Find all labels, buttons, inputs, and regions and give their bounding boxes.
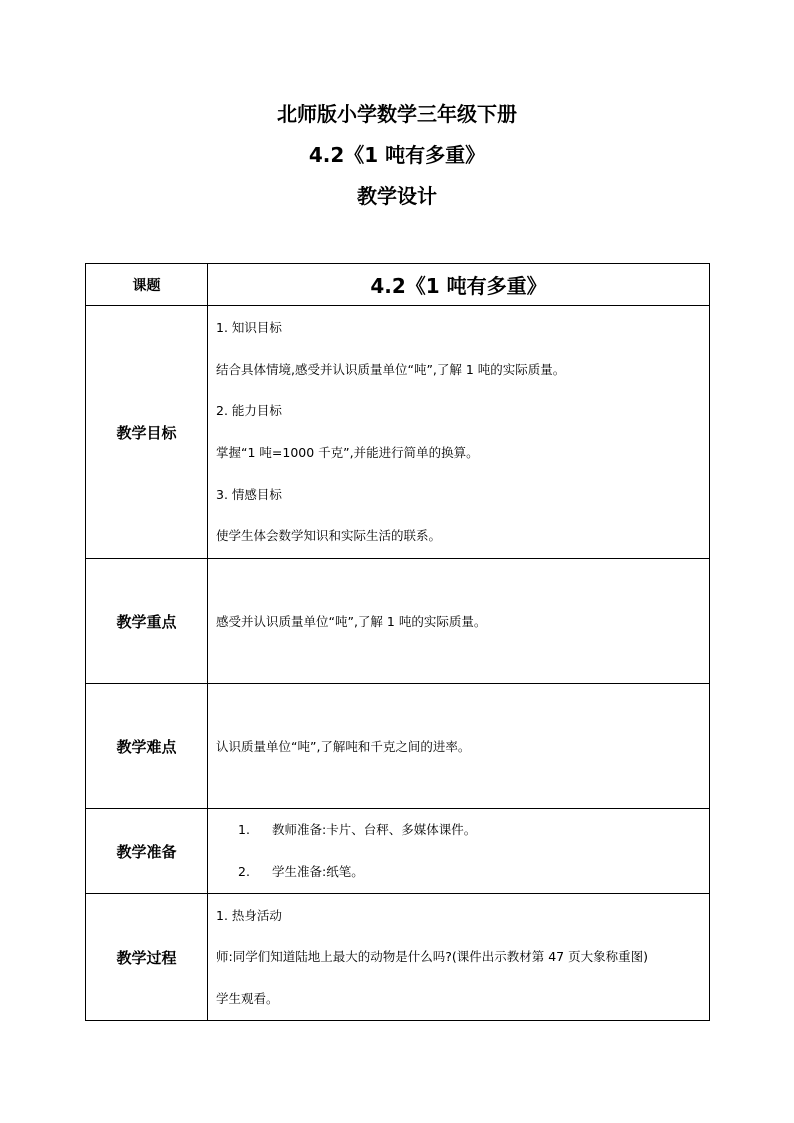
list-item-text: 教师准备:卡片、台秤、多媒体课件。 — [272, 822, 477, 837]
preparation-label: 教学准备 — [86, 809, 208, 894]
document-header — [0, 104, 794, 206]
key-points-text: 感受并认识质量单位“吨”,了解 1 吨的实际质量。 — [216, 614, 487, 629]
document-title-line-1: 北师版小学数学三年级下册 — [277, 102, 517, 126]
process-label: 教学过程 — [86, 894, 208, 1021]
objectives-line: 3. 情感目标 — [216, 486, 282, 502]
preparation-content — [208, 809, 710, 894]
difficulties-label: 教学难点 — [86, 684, 208, 809]
objectives-label: 教学目标 — [86, 306, 208, 559]
list-item-number: 2. — [238, 864, 250, 879]
table-row-difficulties — [86, 684, 710, 809]
table-row-topic — [86, 264, 710, 306]
list-item — [216, 851, 701, 893]
process-line: 师:同学们知道陆地上最大的动物是什么吗?(课件出示教材第 47 页大象称重图) — [216, 949, 648, 965]
document-title-line-2: 4.2《1 吨有多重》 — [308, 143, 486, 167]
table-row-objectives — [86, 306, 710, 559]
objectives-line: 使学生体会数学知识和实际生活的联系。 — [216, 528, 442, 544]
difficulties-text: 认识质量单位“吨”,了解吨和千克之间的进率。 — [216, 739, 471, 754]
list-item — [216, 809, 701, 851]
table-row-key-points — [86, 559, 710, 684]
process-line: 学生观看。 — [216, 990, 279, 1006]
list-item-text: 学生准备:纸笔。 — [272, 864, 364, 879]
objectives-line: 1. 知识目标 — [216, 320, 282, 336]
topic-value: 4.2《1 吨有多重》 — [208, 264, 710, 306]
objectives-content — [208, 306, 710, 559]
objectives-line: 掌握“1 吨=1000 千克”,并能进行简单的换算。 — [216, 445, 479, 460]
process-line: 1. 热身活动 — [216, 907, 282, 923]
list-item-number: 1. — [238, 822, 250, 837]
process-content — [208, 894, 710, 1021]
topic-label: 课题 — [86, 264, 208, 306]
table-row-preparation — [86, 809, 710, 894]
lesson-plan-table — [85, 263, 710, 1021]
key-points-content — [208, 559, 710, 684]
objectives-line: 2. 能力目标 — [216, 403, 282, 419]
difficulties-content — [208, 684, 710, 809]
objectives-line: 结合具体情境,感受并认识质量单位“吨”,了解 1 吨的实际质量。 — [216, 361, 566, 377]
table-row-process — [86, 894, 710, 1021]
document-title-line-3: 教学设计 — [357, 184, 437, 208]
key-points-label: 教学重点 — [86, 559, 208, 684]
